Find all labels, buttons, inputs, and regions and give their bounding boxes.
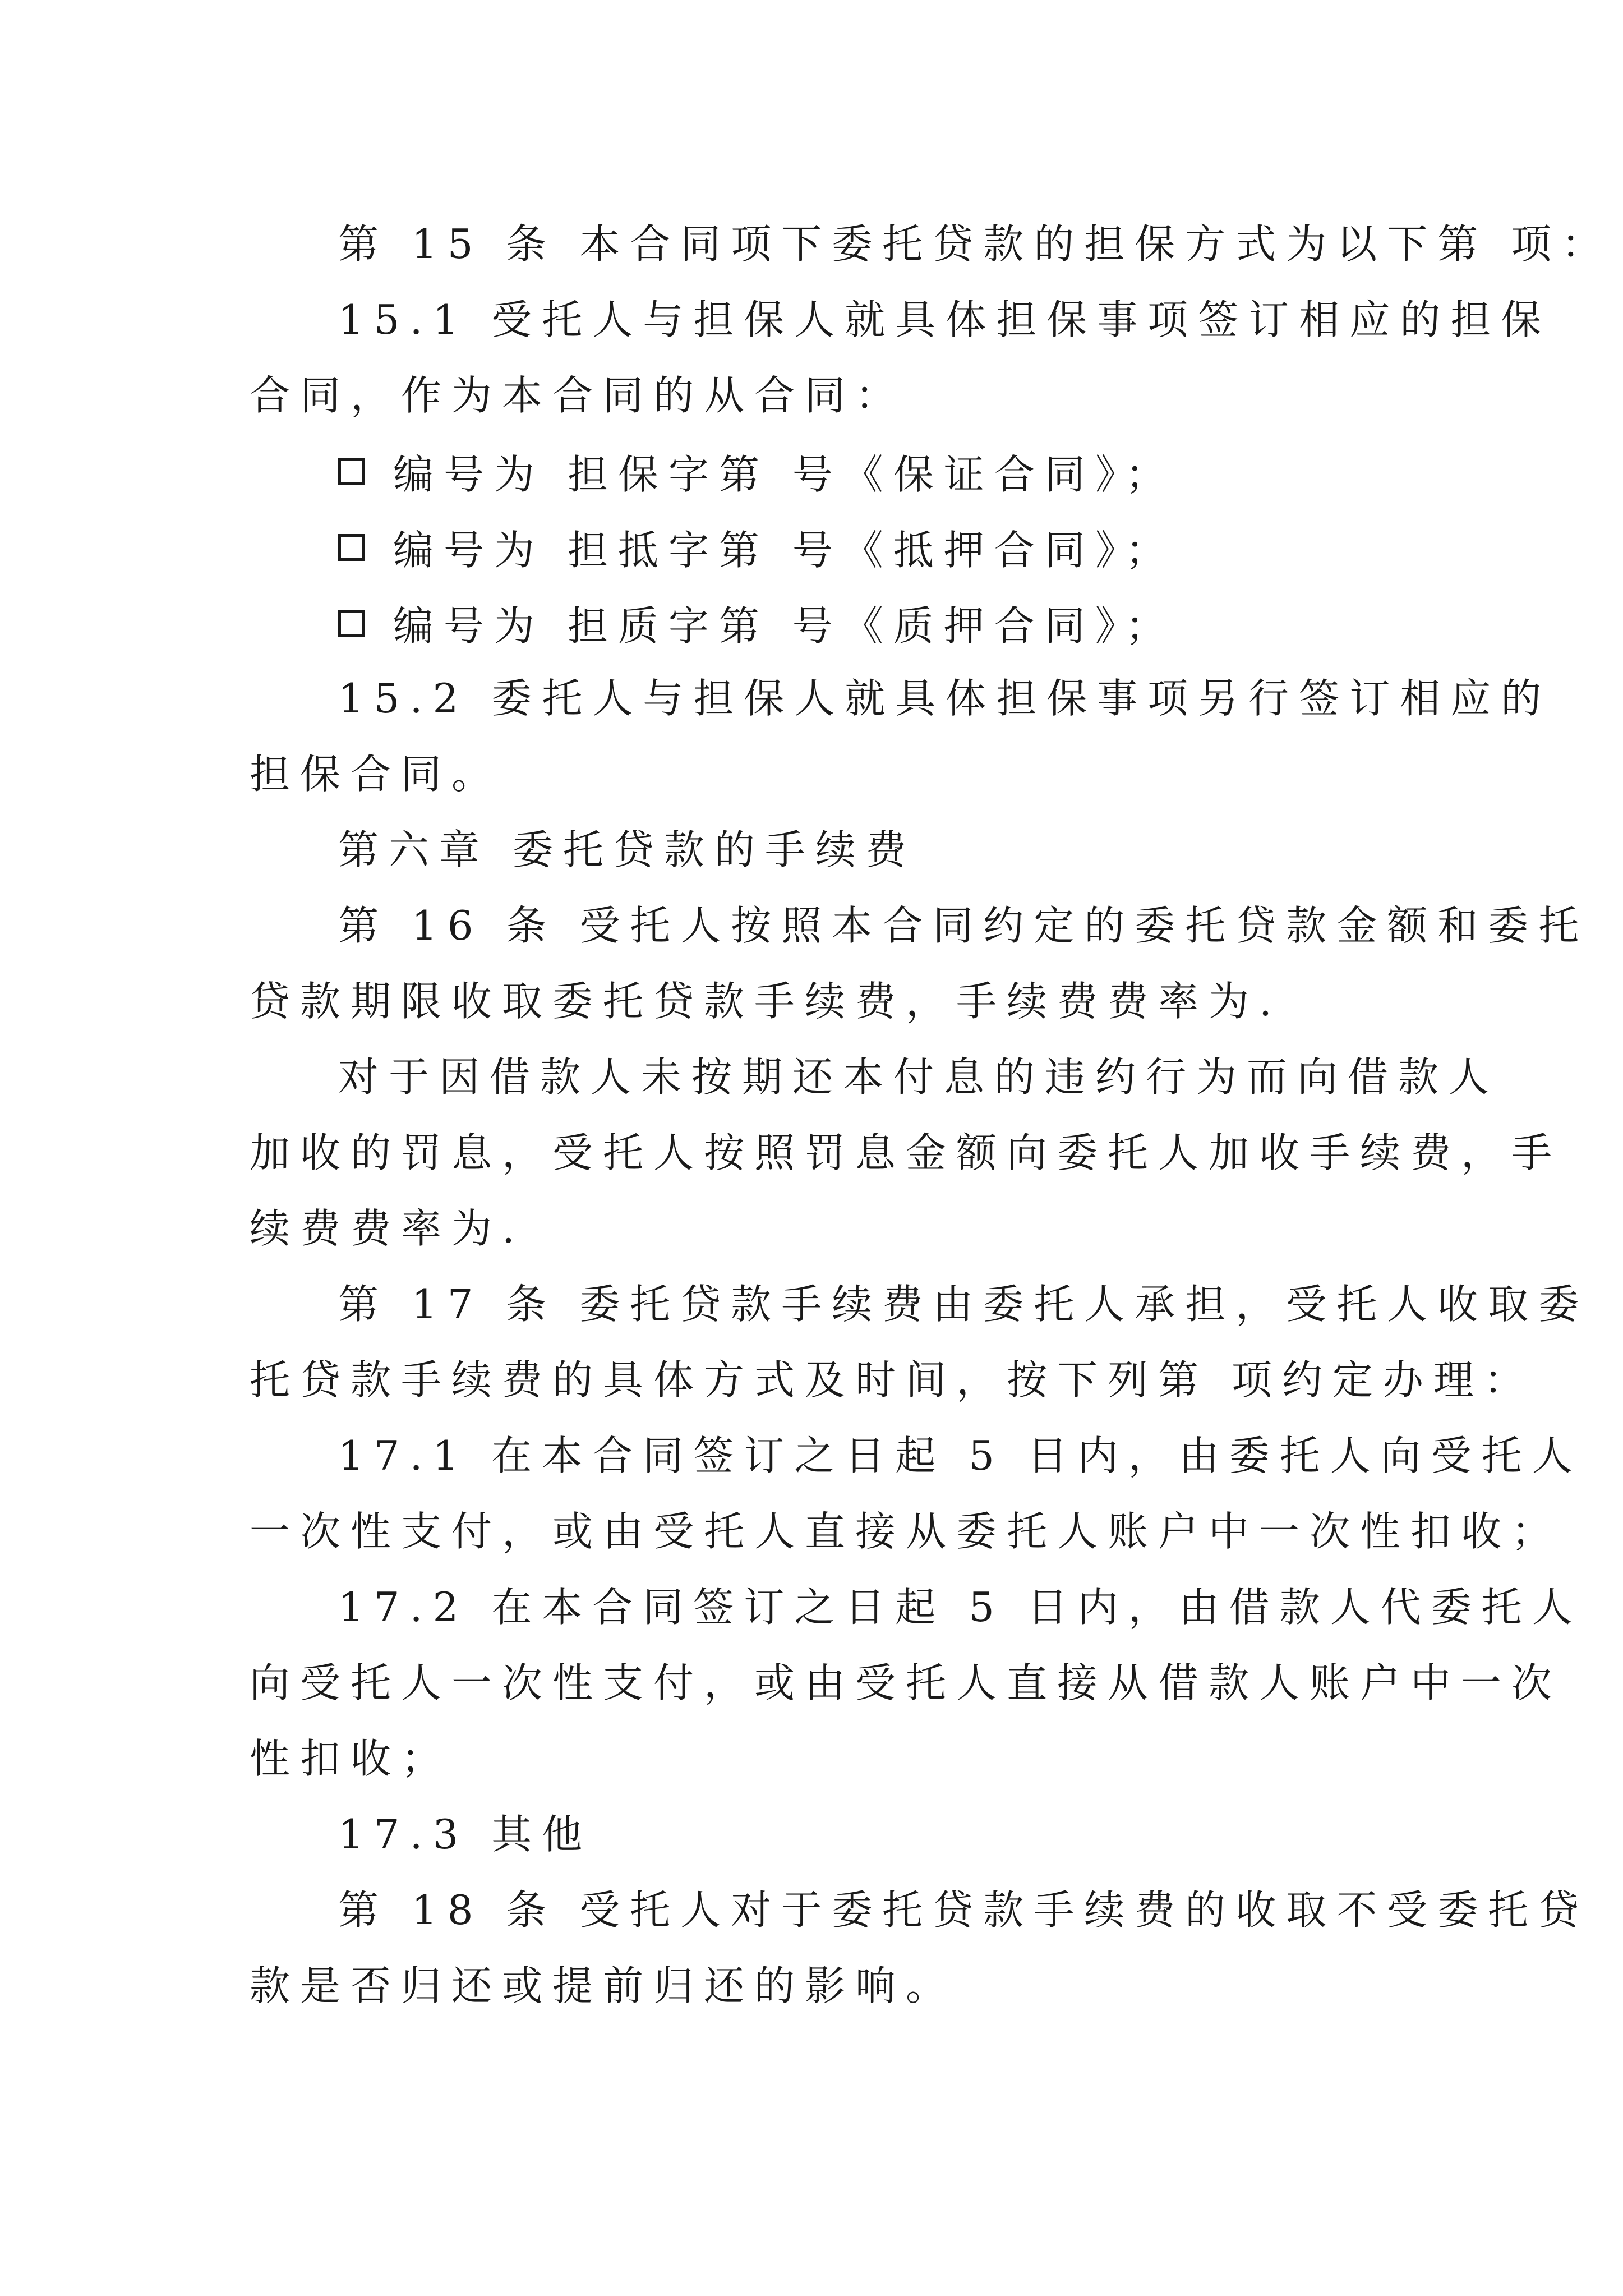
guarantee-contract-label: 编号为 担保字第 号《保证合同》； xyxy=(393,451,1176,498)
clause-17-3: 17.3 其他 xyxy=(338,1811,593,1858)
article-15-heading: 第 15 条 本合同项下委托贷款的担保方式为以下第 项： xyxy=(338,220,1612,268)
mortgage-contract-label: 编号为 担抵字第 号《抵押合同》； xyxy=(393,527,1176,574)
checkbox-icon[interactable] xyxy=(338,458,365,485)
checkbox-icon[interactable] xyxy=(338,610,365,637)
pledge-contract-option xyxy=(338,589,1493,656)
clause-15-1-line-2: 合同，作为本合同的从合同： xyxy=(250,372,906,419)
clause-17-1-line-1: 17.1 在本合同签订之日起 5 日内，由委托人向受托人 xyxy=(338,1432,1583,1479)
article-18-line-1: 第 18 条 受托人对于委托贷款手续费的收取不受委托贷 xyxy=(338,1887,1589,1934)
penalty-fee-line-3: 续费费率为. xyxy=(250,1205,525,1252)
mortgage-contract-option xyxy=(338,513,1493,581)
pledge-contract-label: 编号为 担质字第 号《质押合同》； xyxy=(393,602,1176,650)
clause-17-2-line-2: 向受托人一次性支付，或由受托人直接从借款人账户中一次 xyxy=(250,1659,1562,1706)
article-16-line-2: 贷款期限收取委托贷款手续费，手续费费率为. xyxy=(250,978,1282,1025)
chapter-6-title: 第六章 委托贷款的手续费 xyxy=(338,826,916,873)
penalty-fee-line-1: 对于因借款人未按期还本付息的违约行为而向借款人 xyxy=(338,1053,1500,1101)
article-17-line-1: 第 17 条 委托贷款手续费由委托人承担，受托人收取委 xyxy=(338,1281,1589,1328)
clause-17-2-line-1: 17.2 在本合同签订之日起 5 日内，由借款人代委托人 xyxy=(338,1584,1583,1631)
article-17-line-2: 托贷款手续费的具体方式及时间，按下列第 项约定办理： xyxy=(250,1356,1534,1404)
clause-15-2-line-1: 15.2 委托人与担保人就具体担保事项另行签订相应的 xyxy=(338,675,1552,722)
clause-17-1-line-2: 一次性支付，或由受托人直接从委托人账户中一次性扣收； xyxy=(250,1508,1562,1555)
article-16-line-1: 第 16 条 受托人按照本合同约定的委托贷款金额和委托 xyxy=(338,902,1589,949)
penalty-fee-line-2: 加收的罚息，受托人按照罚息金额向委托人加收手续费，手 xyxy=(250,1129,1562,1176)
clause-15-1-line-1: 15.1 受托人与担保人就具体担保事项签订相应的担保 xyxy=(338,296,1552,343)
guarantee-contract-option xyxy=(338,438,1493,505)
article-18-line-2: 款是否归还或提前归还的影响。 xyxy=(250,1962,957,2009)
checkbox-icon[interactable] xyxy=(338,534,365,561)
clause-17-2-line-3: 性扣收； xyxy=(250,1735,452,1782)
clause-15-2-line-2: 担保合同。 xyxy=(250,751,502,798)
